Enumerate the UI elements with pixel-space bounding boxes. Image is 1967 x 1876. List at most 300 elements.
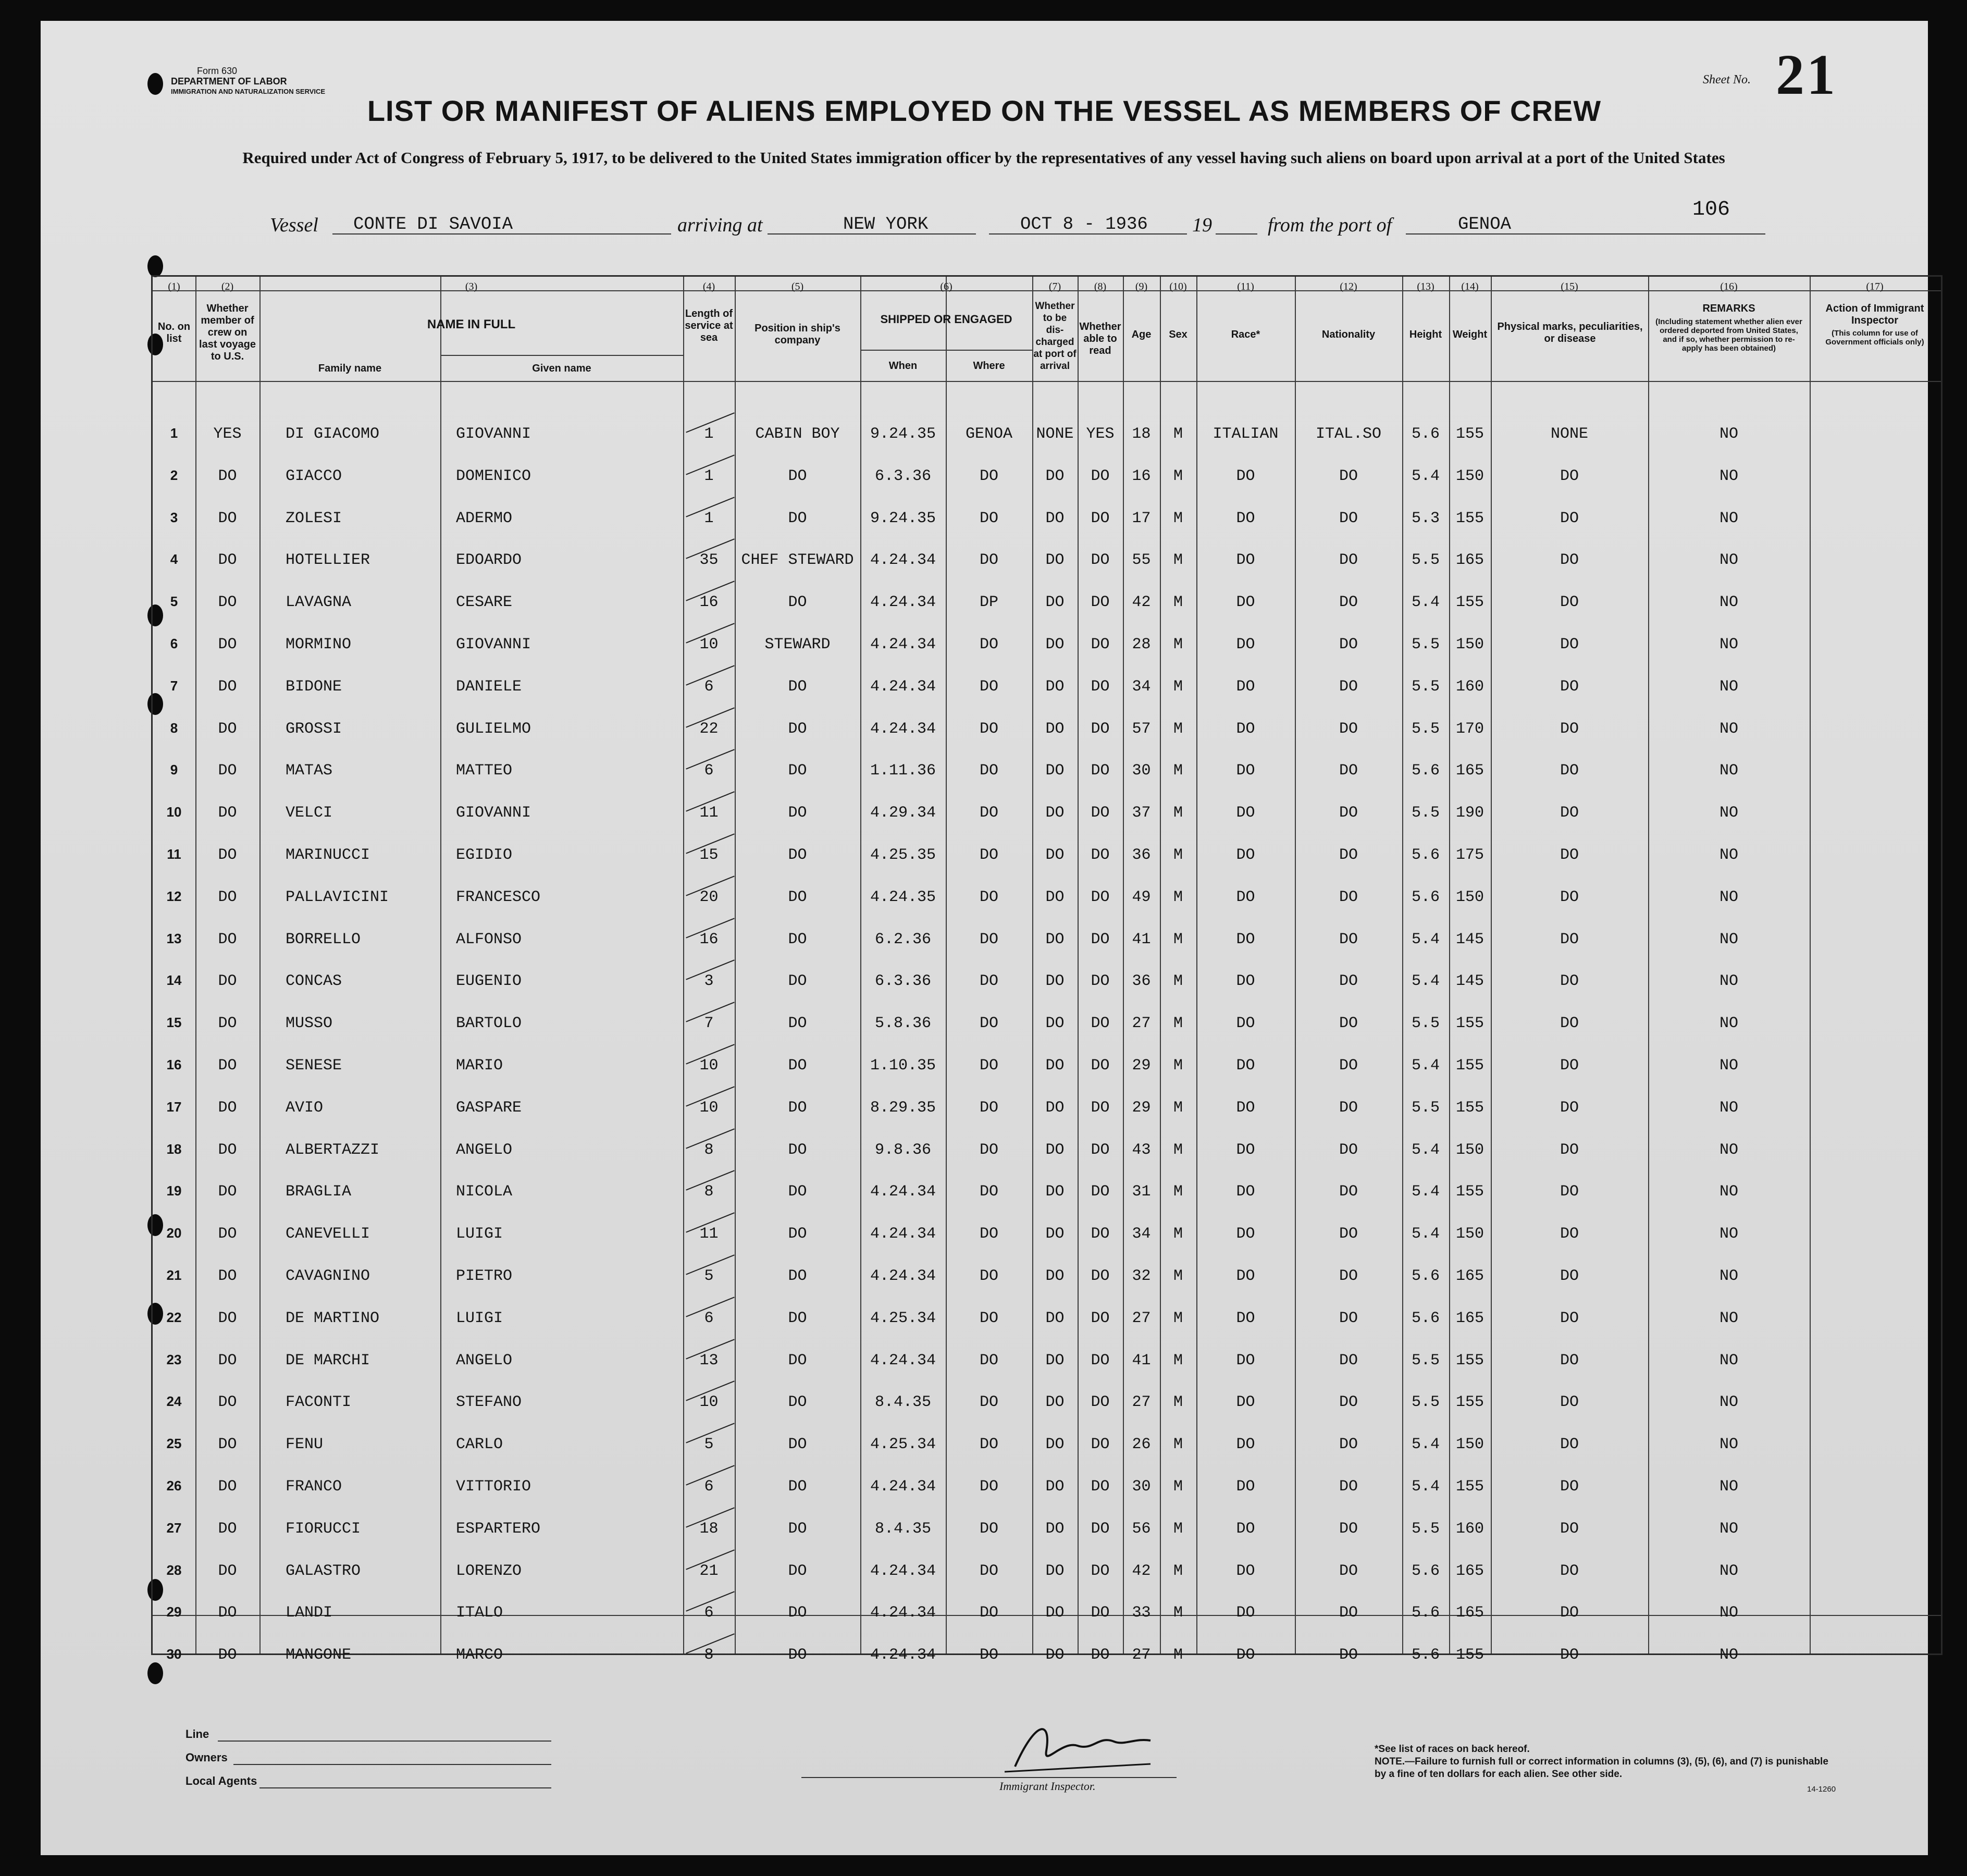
discharged-cell: DO — [1045, 1478, 1065, 1496]
race-cell: DO — [1236, 804, 1255, 822]
family-name-cell: PALLAVICINI — [286, 888, 389, 906]
given-name-cell: GIOVANNI — [456, 425, 531, 443]
position-cell: STEWARD — [764, 636, 831, 653]
physical-marks-cell: DO — [1560, 1015, 1579, 1033]
crew-last-voyage-cell: DO — [218, 1309, 237, 1327]
table-row — [153, 510, 1941, 530]
service-length-cell: 35 — [699, 551, 719, 570]
discharged-cell: DO — [1045, 846, 1065, 864]
age-cell: 34 — [1132, 677, 1151, 696]
crew-last-voyage-cell: DO — [218, 1099, 237, 1117]
row-number-cell: 20 — [166, 1225, 182, 1241]
given-name-cell: ESPARTERO — [456, 1520, 541, 1538]
crew-last-voyage-cell: DO — [218, 1393, 237, 1412]
race-cell: DO — [1236, 509, 1255, 527]
family-name-cell: BRAGLIA — [286, 1183, 352, 1201]
row-number-cell: 17 — [166, 1099, 182, 1115]
shipped-where-cell: DO — [979, 467, 998, 485]
race-cell: DO — [1236, 762, 1255, 780]
family-name-cell: HOTELLIER — [286, 551, 370, 570]
race-cell: DO — [1236, 888, 1255, 906]
nationality-cell: DO — [1339, 1183, 1358, 1201]
able-to-read-cell: DO — [1091, 972, 1110, 991]
position-cell: DO — [788, 1141, 807, 1159]
weight-cell: 155 — [1455, 425, 1484, 443]
table-row — [153, 1604, 1941, 1625]
position-cell: DO — [788, 1562, 807, 1580]
age-cell: 27 — [1132, 1393, 1151, 1412]
table-row — [153, 1352, 1941, 1373]
remarks-cell: NO — [1719, 804, 1738, 822]
row-number-cell: 25 — [166, 1436, 182, 1452]
crew-last-voyage-cell: DO — [218, 1183, 237, 1201]
age-cell: 30 — [1132, 1478, 1151, 1496]
able-to-read-cell: DO — [1091, 1183, 1110, 1201]
row-number-cell: 6 — [170, 636, 178, 651]
family-name-cell: LANDI — [286, 1604, 333, 1622]
race-cell: DO — [1236, 677, 1255, 696]
discharged-cell: DO — [1045, 1351, 1065, 1369]
nationality-cell: DO — [1339, 888, 1358, 906]
table-row — [153, 1436, 1941, 1457]
able-to-read-cell: DO — [1091, 677, 1110, 696]
nationality-cell: DO — [1339, 677, 1358, 696]
family-name-cell: MORMINO — [286, 636, 352, 653]
row-number-cell: 21 — [166, 1267, 182, 1283]
race-cell: DO — [1236, 1604, 1255, 1622]
row-number-cell: 27 — [166, 1520, 182, 1536]
shipped-when-cell: 6.3.36 — [874, 467, 932, 485]
sex-cell: M — [1173, 1267, 1183, 1285]
service-length-cell: 5 — [704, 1436, 714, 1454]
physical-marks-cell: DO — [1560, 467, 1579, 485]
row-number-cell: 14 — [166, 972, 182, 989]
row-number-cell: 1 — [170, 425, 178, 441]
race-cell: DO — [1236, 1351, 1255, 1369]
col-header: Whether to be dis-charged at port of arrival — [1033, 301, 1077, 372]
shipped-where-cell: DO — [979, 804, 998, 822]
weight-cell: 155 — [1455, 1099, 1484, 1117]
footer-notes — [1375, 1743, 1833, 1781]
table-row — [153, 1141, 1941, 1162]
row-number-cell: 29 — [166, 1604, 182, 1620]
height-cell: 5.6 — [1411, 1309, 1440, 1327]
discharged-cell: DO — [1045, 1225, 1065, 1243]
remarks-cell: NO — [1719, 1520, 1738, 1538]
service-length-cell: 10 — [699, 1057, 719, 1075]
col-header: Action of Immigrant Inspector — [1825, 303, 1924, 326]
shipped-when-cell: 6.2.36 — [874, 930, 932, 948]
race-cell: DO — [1236, 1646, 1255, 1664]
given-name-cell: GASPARE — [456, 1099, 522, 1117]
table-row — [153, 678, 1941, 699]
col-header: Height — [1409, 329, 1442, 340]
race-cell: DO — [1236, 636, 1255, 653]
weight-cell: 155 — [1455, 1351, 1484, 1369]
family-name-cell: FACONTI — [286, 1393, 352, 1412]
table-row — [153, 1015, 1941, 1035]
vessel-name: CONTE DI SAVOIA — [353, 215, 513, 234]
discharged-cell: DO — [1045, 1562, 1065, 1580]
table-row — [153, 551, 1941, 572]
nationality-cell: DO — [1339, 1309, 1358, 1327]
weight-cell: 155 — [1455, 1646, 1484, 1664]
race-cell: DO — [1236, 1099, 1255, 1117]
shipped-where-cell: DO — [979, 1225, 998, 1243]
discharged-cell: DO — [1045, 1267, 1065, 1285]
height-cell: 5.5 — [1411, 677, 1440, 696]
able-to-read-cell: DO — [1091, 1478, 1110, 1496]
physical-marks-cell: DO — [1560, 1141, 1579, 1159]
given-name-cell: ADERMO — [456, 509, 513, 527]
race-cell: DO — [1236, 1478, 1255, 1496]
shipped-where-cell: DO — [979, 930, 998, 948]
col-num: (2) — [221, 281, 234, 292]
physical-marks-cell: DO — [1560, 1057, 1579, 1075]
nationality-cell: DO — [1339, 1604, 1358, 1622]
remarks-cell: NO — [1719, 846, 1738, 864]
age-cell: 41 — [1132, 930, 1151, 948]
age-cell: 36 — [1132, 846, 1151, 864]
position-cell: DO — [788, 720, 807, 738]
able-to-read-cell: DO — [1091, 930, 1110, 948]
department-label: DEPARTMENT OF LABOR — [171, 76, 287, 87]
shipped-where-cell: DO — [979, 636, 998, 653]
race-cell: DO — [1236, 594, 1255, 612]
weight-cell: 155 — [1455, 1057, 1484, 1075]
shipped-when-cell: 4.24.34 — [870, 551, 936, 570]
shipped-where-cell: DO — [979, 1520, 998, 1538]
given-name-cell: GULIELMO — [456, 720, 531, 738]
given-name-cell: PIETRO — [456, 1267, 513, 1285]
crew-last-voyage-cell: DO — [218, 720, 237, 738]
race-cell: DO — [1236, 551, 1255, 570]
crew-last-voyage-cell: DO — [218, 762, 237, 780]
physical-marks-cell: DO — [1560, 1309, 1579, 1327]
age-cell: 26 — [1132, 1436, 1151, 1454]
weight-cell: 155 — [1455, 509, 1484, 527]
nationality-cell: DO — [1339, 930, 1358, 948]
shipped-when-cell: 9.24.35 — [870, 425, 936, 443]
table-row — [153, 762, 1941, 783]
nationality-cell: DO — [1339, 551, 1358, 570]
service-length-cell: 5 — [704, 1267, 714, 1285]
sex-cell: M — [1173, 1436, 1183, 1454]
position-cell: CHEF STEWARD — [741, 551, 854, 570]
family-name-cell: FENU — [286, 1436, 324, 1454]
row-number-cell: 18 — [166, 1141, 182, 1157]
position-cell: DO — [788, 846, 807, 864]
service-length-cell: 6 — [704, 1478, 714, 1496]
crew-last-voyage-cell: DO — [218, 677, 237, 696]
height-cell: 5.4 — [1411, 1478, 1440, 1496]
position-cell: DO — [788, 677, 807, 696]
shipped-where-cell: DO — [979, 1099, 998, 1117]
service-length-cell: 16 — [699, 930, 719, 948]
weight-cell: 160 — [1455, 1520, 1484, 1538]
nationality-cell: DO — [1339, 720, 1358, 738]
able-to-read-cell: DO — [1091, 636, 1110, 653]
shipped-where-cell: DO — [979, 1646, 998, 1664]
remarks-cell: NO — [1719, 1393, 1738, 1412]
weight-cell: 155 — [1455, 1478, 1484, 1496]
races-note: *See list of races on back hereof. — [1375, 1744, 1530, 1755]
weight-cell: 150 — [1455, 888, 1484, 906]
given-name-cell: LUIGI — [456, 1309, 503, 1327]
given-name-cell: EDOARDO — [456, 551, 522, 570]
discharged-cell: DO — [1045, 1057, 1065, 1075]
given-name-cell: LUIGI — [456, 1225, 503, 1243]
shipped-when-cell: 4.24.34 — [870, 1562, 936, 1580]
height-cell: 5.3 — [1411, 509, 1440, 527]
discharged-cell: DO — [1045, 930, 1065, 948]
row-number-cell: 30 — [166, 1646, 182, 1662]
row-number-cell: 22 — [166, 1309, 182, 1325]
height-cell: 5.6 — [1411, 888, 1440, 906]
age-cell: 18 — [1132, 425, 1151, 443]
weight-cell: 150 — [1455, 467, 1484, 485]
family-name-cell: MARINUCCI — [286, 846, 370, 864]
given-name-cell: MARCO — [456, 1646, 503, 1664]
discharged-cell: DO — [1045, 1015, 1065, 1033]
physical-marks-cell: DO — [1560, 636, 1579, 653]
discharged-cell: DO — [1045, 636, 1065, 653]
able-to-read-cell: DO — [1091, 1520, 1110, 1538]
col-header: Length of service at sea — [685, 308, 733, 343]
col-num: (4) — [702, 281, 715, 292]
inspector-label: Immigrant Inspector. — [999, 1780, 1096, 1793]
table-row — [153, 1478, 1941, 1499]
physical-marks-cell: DO — [1560, 1436, 1579, 1454]
shipped-where-cell: DO — [979, 551, 998, 570]
position-cell: DO — [788, 1478, 807, 1496]
nationality-cell: DO — [1339, 467, 1358, 485]
col-num: (13) — [1417, 281, 1434, 292]
family-name-cell: DE MARTINO — [286, 1309, 380, 1327]
sex-cell: M — [1173, 720, 1183, 738]
age-cell: 49 — [1132, 888, 1151, 906]
shipped-when-cell: 4.24.34 — [870, 677, 936, 696]
weight-cell: 155 — [1455, 594, 1484, 612]
position-cell: DO — [788, 1604, 807, 1622]
nationality-cell: DO — [1339, 1646, 1358, 1664]
page-title: LIST OR MANIFEST OF ALIENS EMPLOYED ON THE VESSEL AS MEMBERS OF CREW — [367, 94, 1602, 127]
service-length-cell: 11 — [699, 1225, 719, 1243]
shipped-where-cell: DO — [979, 1393, 998, 1412]
shipped-when-cell: 4.24.34 — [870, 1646, 936, 1664]
height-cell: 5.6 — [1411, 1646, 1440, 1664]
height-cell: 5.4 — [1411, 1436, 1440, 1454]
sex-cell: M — [1173, 972, 1183, 991]
height-cell: 5.6 — [1411, 846, 1440, 864]
shipped-where-cell: DO — [979, 1267, 998, 1285]
age-cell: 27 — [1132, 1646, 1151, 1664]
col-header: Sex — [1169, 329, 1187, 340]
shipped-when-cell: 4.24.34 — [870, 1351, 936, 1369]
nationality-cell: DO — [1339, 1057, 1358, 1075]
position-cell: DO — [788, 509, 807, 527]
crew-last-voyage-cell: DO — [218, 509, 237, 527]
service-length-cell: 20 — [699, 888, 719, 906]
row-number-cell: 26 — [166, 1478, 182, 1494]
nationality-cell: DO — [1339, 804, 1358, 822]
able-to-read-cell: YES — [1086, 425, 1115, 443]
col-header: Position in ship's company — [754, 323, 840, 346]
shipped-when-cell: 8.4.35 — [874, 1520, 932, 1538]
table-row — [153, 1057, 1941, 1078]
age-cell: 17 — [1132, 509, 1151, 527]
remarks-cell: NO — [1719, 1267, 1738, 1285]
discharged-cell: DO — [1045, 1646, 1065, 1664]
row-number-cell: 28 — [166, 1562, 182, 1578]
service-length-cell: 18 — [699, 1520, 719, 1538]
remarks-cell: NO — [1719, 594, 1738, 612]
crew-last-voyage-cell: DO — [218, 1562, 237, 1580]
shipped-when-cell: 4.24.34 — [870, 1267, 936, 1285]
sex-cell: M — [1173, 1099, 1183, 1117]
page-subtitle: Required under Act of Congress of February 5, 1917, to be delivered to the United States immigration officer by the representatives of any vessel having such aliens on board upon arrival at a port of the United States — [242, 149, 1725, 167]
given-name-cell: CESARE — [456, 594, 513, 612]
row-number-cell: 7 — [170, 677, 178, 694]
table-row — [153, 720, 1941, 741]
year-label: 19 — [1192, 214, 1212, 236]
sex-cell: M — [1173, 1015, 1183, 1033]
able-to-read-cell: DO — [1091, 551, 1110, 570]
given-name-cell: MATTEO — [456, 762, 513, 780]
height-cell: 5.4 — [1411, 972, 1440, 991]
weight-cell: 145 — [1455, 972, 1484, 991]
given-name-cell: ITALO — [456, 1604, 503, 1622]
age-cell: 37 — [1132, 804, 1151, 822]
physical-marks-cell: DO — [1560, 804, 1579, 822]
nationality-cell: DO — [1339, 1141, 1358, 1159]
able-to-read-cell: DO — [1091, 1225, 1110, 1243]
shipped-where-cell: DO — [979, 1141, 998, 1159]
able-to-read-cell: DO — [1091, 509, 1110, 527]
family-name-cell: CONCAS — [286, 972, 342, 991]
physical-marks-cell: DO — [1560, 846, 1579, 864]
nationality-cell: ITAL.SO — [1315, 425, 1382, 443]
sex-cell: M — [1173, 509, 1183, 527]
weight-cell: 155 — [1455, 1015, 1484, 1033]
weight-cell: 165 — [1455, 1604, 1484, 1622]
remarks-cell: NO — [1719, 762, 1738, 780]
race-cell: DO — [1236, 1141, 1255, 1159]
nationality-cell: DO — [1339, 846, 1358, 864]
discharged-cell: DO — [1045, 551, 1065, 570]
given-name-cell: BARTOLO — [456, 1015, 522, 1033]
remarks-cell: NO — [1719, 930, 1738, 948]
sex-cell: M — [1173, 1183, 1183, 1201]
weight-cell: 145 — [1455, 930, 1484, 948]
discharged-cell: DO — [1045, 1520, 1065, 1538]
row-number-cell: 8 — [170, 720, 178, 736]
nationality-cell: DO — [1339, 1436, 1358, 1454]
arriving-port: NEW YORK — [843, 215, 929, 234]
given-name-cell: DOMENICO — [456, 467, 531, 485]
col-header: Physical marks, peculiarities, or disease — [1497, 321, 1643, 344]
agents-label: Local Agents — [185, 1774, 257, 1787]
given-name-cell: VITTORIO — [456, 1478, 531, 1496]
row-number-cell: 10 — [166, 804, 182, 820]
nationality-cell: DO — [1339, 636, 1358, 653]
service-length-cell: 3 — [704, 972, 714, 991]
discharged-cell: DO — [1045, 677, 1065, 696]
able-to-read-cell: DO — [1091, 1436, 1110, 1454]
shipped-when-cell: 9.8.36 — [874, 1141, 932, 1159]
physical-marks-cell: DO — [1560, 1351, 1579, 1369]
shipped-where-cell: DO — [979, 1604, 998, 1622]
discharged-cell: DO — [1045, 1141, 1065, 1159]
physical-marks-cell: DO — [1560, 1267, 1579, 1285]
weight-cell: 165 — [1455, 1309, 1484, 1327]
sex-cell: M — [1173, 425, 1183, 443]
punch-hole — [147, 73, 163, 95]
row-number-cell: 23 — [166, 1351, 182, 1367]
remarks-cell: NO — [1719, 425, 1738, 443]
shipped-where-cell: DO — [979, 1183, 998, 1201]
shipped-where-cell: DO — [979, 1057, 998, 1075]
crew-last-voyage-cell: DO — [218, 1267, 237, 1285]
position-cell: DO — [788, 1436, 807, 1454]
crew-last-voyage-cell: DO — [218, 636, 237, 653]
crew-last-voyage-cell: DO — [218, 551, 237, 570]
remarks-cell: NO — [1719, 1478, 1738, 1496]
sheet-label: Sheet No. — [1703, 73, 1751, 87]
able-to-read-cell: DO — [1091, 804, 1110, 822]
position-cell: DO — [788, 762, 807, 780]
discharged-cell: DO — [1045, 1436, 1065, 1454]
shipped-where-cell: DO — [979, 762, 998, 780]
sex-cell: M — [1173, 1393, 1183, 1412]
physical-marks-cell: DO — [1560, 551, 1579, 570]
family-name-cell: ALBERTAZZI — [286, 1141, 380, 1159]
physical-marks-cell: DO — [1560, 972, 1579, 991]
physical-marks-cell: DO — [1560, 1604, 1579, 1622]
able-to-read-cell: DO — [1091, 846, 1110, 864]
age-cell: 33 — [1132, 1604, 1151, 1622]
discharged-cell: DO — [1045, 972, 1065, 991]
height-cell: 5.5 — [1411, 636, 1440, 653]
height-cell: 5.6 — [1411, 762, 1440, 780]
given-name-cell: GIOVANNI — [456, 636, 531, 653]
col-num: (14) — [1461, 281, 1479, 292]
sex-cell: M — [1173, 1520, 1183, 1538]
weight-cell: 170 — [1455, 720, 1484, 738]
age-cell: 32 — [1132, 1267, 1151, 1285]
remarks-cell: NO — [1719, 467, 1738, 485]
age-cell: 57 — [1132, 720, 1151, 738]
physical-marks-cell: DO — [1560, 888, 1579, 906]
service-length-cell: 8 — [704, 1141, 714, 1159]
age-cell: 29 — [1132, 1057, 1151, 1075]
nationality-cell: DO — [1339, 1099, 1358, 1117]
col-subheader: Where — [973, 360, 1005, 372]
given-name-cell: MARIO — [456, 1057, 503, 1075]
given-name-cell: EGIDIO — [456, 846, 513, 864]
race-cell: DO — [1236, 720, 1255, 738]
physical-marks-cell: DO — [1560, 1393, 1579, 1412]
race-cell: DO — [1236, 1057, 1255, 1075]
able-to-read-cell: DO — [1091, 1393, 1110, 1412]
crew-last-voyage-cell: DO — [218, 1436, 237, 1454]
race-cell: DO — [1236, 972, 1255, 991]
weight-cell: 165 — [1455, 551, 1484, 570]
position-cell: DO — [788, 1057, 807, 1075]
remarks-cell: NO — [1719, 1225, 1738, 1243]
col-num: (8) — [1094, 281, 1107, 292]
sex-cell: M — [1173, 1225, 1183, 1243]
